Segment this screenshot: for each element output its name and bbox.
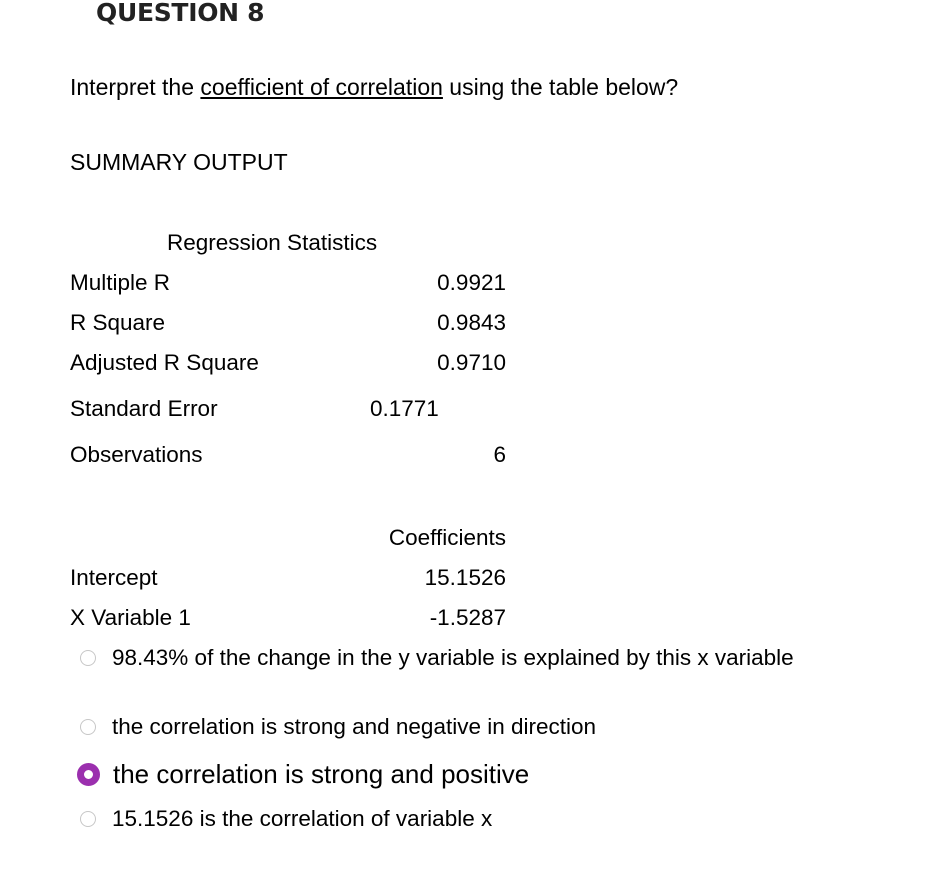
coefficients-header: Coefficients xyxy=(388,525,506,550)
option-label: 98.43% of the change in the y variable is explained by this x variable xyxy=(112,645,794,670)
radio-button[interactable] xyxy=(80,650,96,666)
stat-value: 6 xyxy=(493,442,506,467)
answer-option[interactable] xyxy=(80,714,596,740)
regression-statistics-header: Regression Statistics xyxy=(167,230,378,255)
option-label: the correlation is strong and positive xyxy=(113,759,530,789)
coefficient-value: 15.1526 xyxy=(424,565,506,590)
coefficient-of-correlation-link[interactable]: coefficient of correlation xyxy=(200,74,443,100)
stat-label: Observations xyxy=(70,442,203,467)
stat-label: Standard Error xyxy=(70,396,218,421)
prompt-text-before: Interpret the xyxy=(70,74,201,100)
radio-button[interactable] xyxy=(80,719,96,735)
stat-label: Adjusted R Square xyxy=(70,350,259,375)
stat-label: Multiple R xyxy=(70,270,171,295)
coefficient-label: Intercept xyxy=(70,565,158,590)
option-label: the correlation is strong and negative in direction xyxy=(112,714,597,739)
option-label: 15.1526 is the correlation of variable x xyxy=(112,806,493,831)
radio-button[interactable] xyxy=(80,811,96,827)
question-prompt xyxy=(70,74,678,101)
stat-value: 0.1771 xyxy=(370,396,439,421)
prompt-text-after: using the table below? xyxy=(442,74,679,100)
stat-value: 0.9843 xyxy=(437,310,506,335)
coefficient-value: -1.5287 xyxy=(429,605,506,630)
radio-button-selected[interactable] xyxy=(77,763,100,786)
summary-output-title: SUMMARY OUTPUT xyxy=(70,149,288,175)
question-title: QUESTION 8 xyxy=(96,0,265,27)
answer-option[interactable] xyxy=(77,759,529,790)
answer-option[interactable] xyxy=(80,806,492,832)
coefficient-label: X Variable 1 xyxy=(70,605,191,630)
stat-value: 0.9710 xyxy=(437,350,506,375)
answer-option[interactable] xyxy=(80,645,794,671)
stat-value: 0.9921 xyxy=(437,270,506,295)
stat-label: R Square xyxy=(70,310,166,335)
